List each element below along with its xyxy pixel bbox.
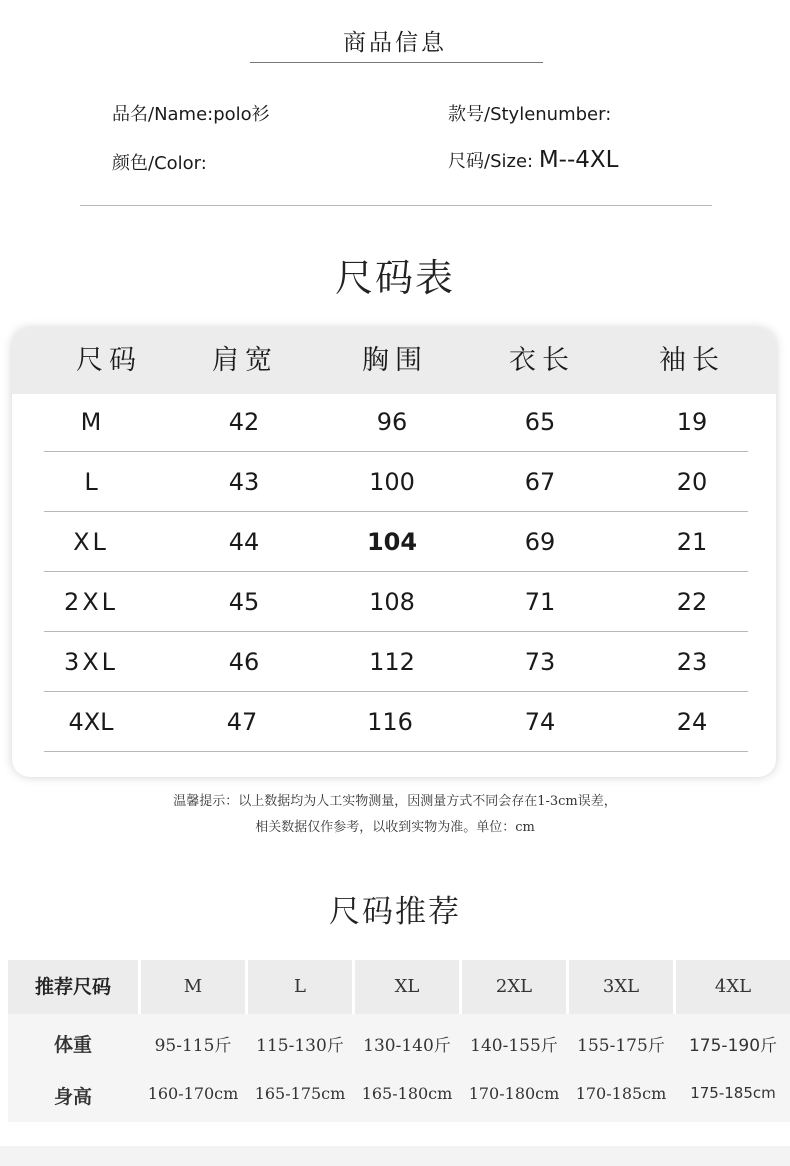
size-range: M--4XL <box>538 147 619 173</box>
cell-shoulder: 45 <box>228 588 260 616</box>
size-label: 尺码/Size: <box>448 151 534 172</box>
size-recommend-title: 尺码推荐 <box>329 894 461 930</box>
style-number: 款号/Stylenumber: <box>448 104 612 125</box>
table-row <box>12 692 776 752</box>
cell-chest: 108 <box>369 588 415 616</box>
cell-length: 74 <box>524 708 556 736</box>
cell-chest: 96 <box>376 408 408 436</box>
size-chart-table <box>12 328 776 777</box>
info-divider <box>80 205 712 206</box>
header-chest: 胸围 <box>362 345 428 376</box>
product-name: 品名/Name:polo衫 <box>112 104 270 125</box>
recommend-body <box>8 1014 790 1122</box>
cell-shoulder: 47 <box>226 708 258 736</box>
table-row <box>12 572 776 632</box>
table-row <box>12 392 776 452</box>
title-underline <box>250 62 543 63</box>
recommend-size: 2XL <box>462 960 566 1014</box>
weight-value: 115-130斤 <box>256 1036 344 1056</box>
cell-length: 67 <box>524 468 556 496</box>
weight-value: 155-175斤 <box>577 1036 665 1056</box>
header-size: 尺码 <box>76 345 142 376</box>
cell-size: L <box>84 468 98 496</box>
cell-shoulder: 42 <box>228 408 260 436</box>
size-chart-title: 尺码表 <box>334 256 455 300</box>
cell-sleeve: 24 <box>676 708 708 736</box>
header-sleeve: 袖长 <box>659 345 725 376</box>
weight-value: 95-115斤 <box>154 1036 232 1056</box>
recommend-header-row <box>8 960 790 1014</box>
header-length: 衣长 <box>509 345 575 376</box>
product-color: 颜色/Color: <box>112 153 207 174</box>
cell-length: 71 <box>524 588 556 616</box>
height-label: 身高 <box>53 1086 92 1108</box>
cell-shoulder: 46 <box>228 648 260 676</box>
weight-label: 体重 <box>53 1034 92 1056</box>
height-value: 160-170cm <box>147 1084 239 1103</box>
cell-sleeve: 23 <box>676 648 708 676</box>
cell-chest: 116 <box>367 708 413 736</box>
recommend-size: XL <box>355 960 459 1014</box>
cell-length: 73 <box>524 648 556 676</box>
measurement-note-line2: 相关数据仅作参考，以收到实物为准。单位：cm <box>255 820 535 835</box>
size-chart-header <box>12 328 776 394</box>
height-value: 165-180cm <box>361 1084 453 1103</box>
bottom-band <box>0 1146 790 1166</box>
recommend-size: 3XL <box>569 960 673 1014</box>
header-shoulder: 肩宽 <box>212 345 278 376</box>
product-info-title: 商品信息 <box>343 30 447 56</box>
cell-length: 65 <box>524 408 556 436</box>
height-value: 170-185cm <box>575 1084 667 1103</box>
weight-value: 130-140斤 <box>363 1036 451 1056</box>
table-row <box>12 632 776 692</box>
measurement-note-line1: 温馨提示：以上数据均为人工实物测量，因测量方式不同会存在1-3cm误差， <box>173 794 617 809</box>
recommend-size: M <box>141 960 245 1014</box>
weight-value: 175-190斤 <box>688 1036 778 1056</box>
cell-chest: 104 <box>366 528 418 556</box>
recommend-size: L <box>248 960 352 1014</box>
cell-sleeve: 20 <box>676 468 708 496</box>
cell-sleeve: 21 <box>676 528 708 556</box>
cell-chest: 100 <box>369 468 415 496</box>
cell-size: M <box>80 408 102 436</box>
table-row <box>12 512 776 572</box>
weight-value: 140-155斤 <box>470 1036 558 1056</box>
cell-size: XL <box>73 528 109 556</box>
height-value: 175-185cm <box>690 1084 776 1102</box>
cell-size: 2XL <box>63 588 119 616</box>
cell-sleeve: 19 <box>676 408 708 436</box>
cell-size: 4XL <box>68 708 114 736</box>
cell-shoulder: 44 <box>228 528 260 556</box>
height-value: 165-175cm <box>254 1084 346 1103</box>
cell-sleeve: 22 <box>676 588 708 616</box>
recommend-size: 4XL <box>676 960 790 1014</box>
cell-shoulder: 43 <box>228 468 260 496</box>
row-divider <box>44 751 748 752</box>
recommend-header-label: 推荐尺码 <box>8 960 138 1014</box>
cell-length: 69 <box>524 528 556 556</box>
table-row <box>12 452 776 512</box>
product-size <box>448 147 618 173</box>
cell-size: 3XL <box>63 648 119 676</box>
height-value: 170-180cm <box>468 1084 560 1103</box>
cell-chest: 112 <box>369 648 415 676</box>
